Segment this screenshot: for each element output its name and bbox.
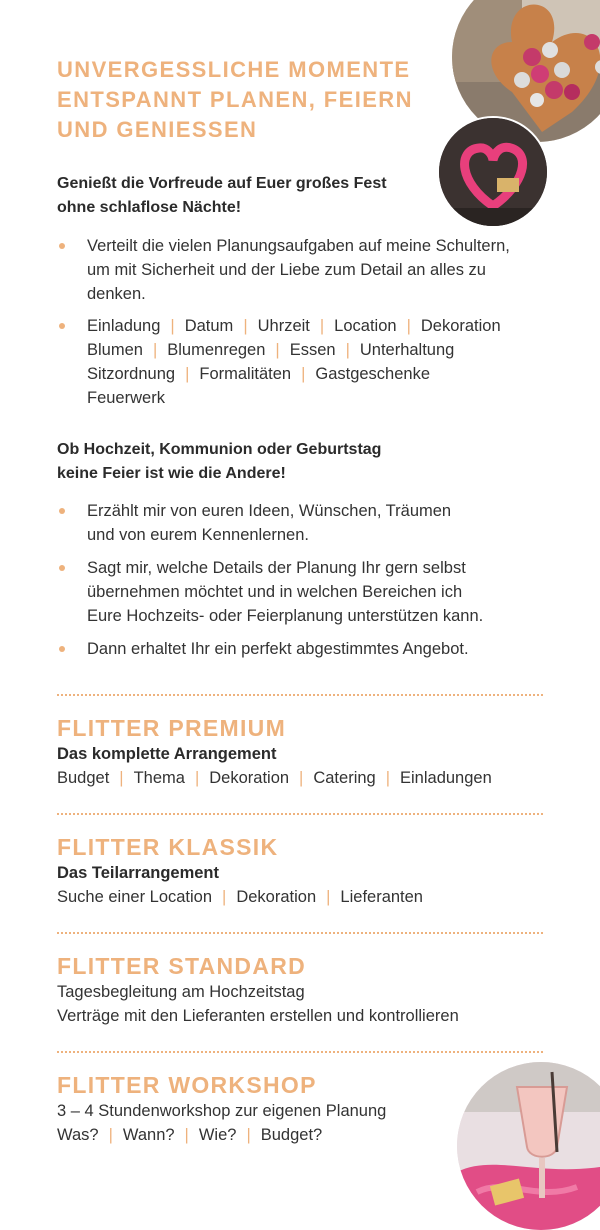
occasions-bullet-list (57, 499, 557, 670)
service-item: Datum (184, 317, 234, 335)
package-standard (57, 952, 557, 1028)
service-item: Blumenregen (167, 341, 266, 359)
main-headline (57, 55, 437, 145)
subhead-line: ohne schlaflose Nächte! (57, 199, 242, 216)
package-title: FLITTER STANDARD (57, 953, 307, 979)
bullet-text: Erzählt mir von euren Ideen, Wünschen, Träumen (87, 502, 452, 520)
occasions-subhead (57, 438, 381, 486)
services-row (87, 386, 557, 410)
package-subtitle: Das komplette Arrangement (57, 745, 277, 763)
bullet-dot-icon (59, 323, 65, 329)
bullet-text: denken. (87, 285, 146, 303)
service-item: Einladung (87, 317, 161, 335)
bullet-dot-icon (59, 565, 65, 571)
package-item: Catering (313, 769, 376, 787)
package-title: FLITTER WORKSHOP (57, 1072, 317, 1098)
subhead-line: keine Feier ist wie die Andere! (57, 465, 286, 482)
package-line: Verträge mit den Lieferanten erstellen und kontrollieren (57, 1007, 459, 1025)
package-item: Wie? (198, 1126, 237, 1144)
list-item (57, 637, 557, 661)
bullet-dot-icon (59, 508, 65, 514)
dotted-divider (57, 932, 543, 934)
package-item: Einladungen (400, 769, 492, 787)
list-item (57, 556, 557, 628)
bullet-text: Sagt mir, welche Details der Planung Ihr gern selbst (87, 559, 466, 577)
services-row: Sitzordnung | Formalitäten | Gastgeschenke (87, 365, 431, 383)
service-item: Gastgeschenke (315, 365, 431, 383)
subhead-line: Genießt die Vorfreude auf Euer großes Fest (57, 175, 387, 192)
package-item: Budget (57, 769, 110, 787)
bullet-text: Eure Hochzeits- oder Feierplanung unterstützen kann. (87, 607, 484, 625)
bullet-text: Dann erhaltet Ihr ein perfekt abgestimmtes Angebot. (87, 640, 469, 658)
list-item (57, 314, 557, 410)
service-item: Dekoration (420, 317, 501, 335)
headline-line: UND GENIESSEN (57, 117, 258, 142)
package-subtitle: Das Teilarrangement (57, 864, 220, 882)
package-items: Budget | Thema | Dekoration | Catering | Einladungen (57, 769, 492, 787)
service-item: Location (334, 317, 397, 335)
service-item: Uhrzeit (257, 317, 310, 335)
service-item: Essen (289, 341, 336, 359)
intro-bullet-list (57, 234, 557, 419)
bullet-text: um mit Sicherheit und der Liebe zum Detail an alles zu (87, 261, 486, 279)
package-item: Dekoration (236, 888, 317, 906)
dotted-divider (57, 694, 543, 696)
package-item: Lieferanten (340, 888, 423, 906)
package-items: Suche einer Location | Dekoration | Lieferanten (57, 888, 423, 906)
services-row: Blumen | Blumenregen | Essen | Unterhaltung (87, 341, 455, 359)
package-item: Budget? (260, 1126, 323, 1144)
intro-subhead (57, 172, 387, 220)
package-item: Suche einer Location (57, 888, 213, 906)
dotted-divider (57, 813, 543, 815)
service-item: Feuerwerk (87, 389, 165, 407)
package-klassik (57, 833, 557, 909)
dotted-divider (57, 1051, 543, 1053)
service-item: Sitzordnung (87, 365, 176, 383)
package-item: Wann? (122, 1126, 175, 1144)
service-item: Unterhaltung (359, 341, 455, 359)
headline-line: ENTSPANNT PLANEN, FEIERN (57, 87, 413, 112)
services-row: Einladung | Datum | Uhrzeit | Location | Dekoration (87, 317, 501, 335)
decor-pink-heart-photo (437, 116, 549, 228)
list-item (57, 499, 557, 547)
package-title: FLITTER PREMIUM (57, 715, 287, 741)
package-item: Thema (133, 769, 185, 787)
package-item: Was? (57, 1126, 99, 1144)
list-item (57, 234, 557, 306)
bullet-text: und von eurem Kennenlernen. (87, 526, 309, 544)
bullet-dot-icon (59, 646, 65, 652)
package-line: 3 – 4 Stundenworkshop zur eigenen Planung (57, 1102, 387, 1120)
package-items: Was? | Wann? | Wie? | Budget? (57, 1126, 323, 1144)
package-line: Tagesbegleitung am Hochzeitstag (57, 983, 305, 1001)
bullet-text: Verteilt die vielen Planungsaufgaben auf meine Schultern, (87, 237, 510, 255)
subhead-line: Ob Hochzeit, Kommunion oder Geburtstag (57, 441, 382, 458)
headline-line: UNVERGESSLICHE MOMENTE (57, 57, 411, 82)
bullet-text: übernehmen möchtet und in welchen Bereichen ich (87, 583, 463, 601)
bullet-dot-icon (59, 243, 65, 249)
package-title: FLITTER KLASSIK (57, 834, 279, 860)
package-workshop (57, 1071, 557, 1147)
package-premium (57, 714, 557, 790)
package-item: Dekoration (209, 769, 290, 787)
service-item: Blumen (87, 341, 143, 359)
service-item: Formalitäten (199, 365, 292, 383)
